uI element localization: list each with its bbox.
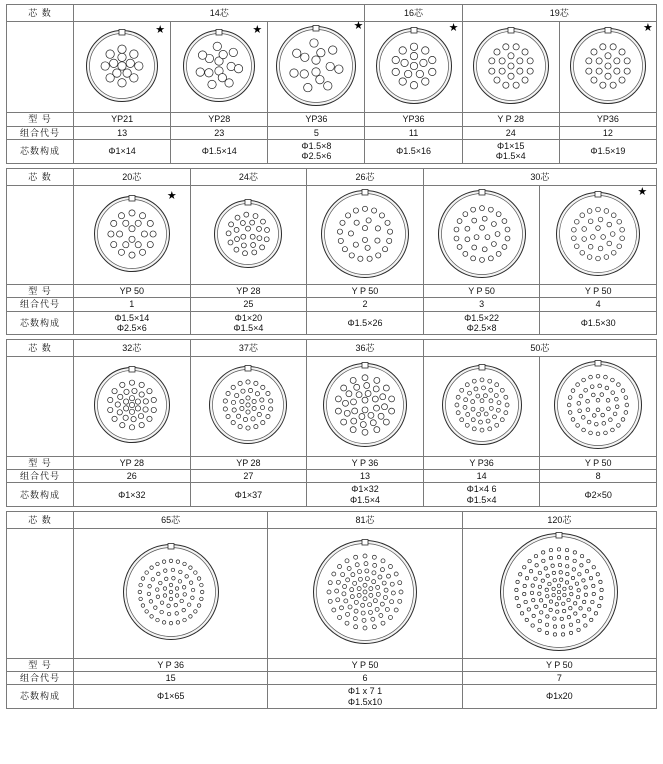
model-cell: YP 28 — [190, 456, 307, 469]
connector-figure-cell — [171, 22, 268, 113]
core-composition-cell: Φ1×20 Φ1.5×4 — [190, 311, 307, 335]
connector-pinout-diagram — [318, 187, 412, 281]
model-cell: Y P36 — [423, 456, 540, 469]
figure-row-spacer — [7, 22, 74, 113]
core-composition-cell: Φ1×14 — [74, 140, 171, 164]
row-header-core-count: 芯 数 — [7, 168, 74, 185]
group-header: 14芯 — [74, 5, 365, 22]
connector-figure-cell — [559, 22, 656, 113]
combo-code-cell: 24 — [462, 126, 559, 139]
connector-pinout-diagram — [470, 25, 552, 107]
group-header: 20芯 — [74, 168, 191, 185]
connector-figure-cell — [423, 185, 540, 284]
core-composition-cell: Φ1.5×14 — [171, 140, 268, 164]
figure-row-spacer — [7, 529, 74, 658]
connector-figure-cell — [307, 185, 424, 284]
group-header: 19芯 — [462, 5, 656, 22]
connector-pinout-diagram — [211, 197, 285, 271]
block-4 — [6, 511, 657, 709]
core-composition-cell: Φ2×50 — [540, 483, 657, 507]
combo-code-cell: 1 — [74, 298, 191, 311]
group-header: 26芯 — [307, 168, 424, 185]
star-icon: ★ — [252, 24, 263, 36]
core-composition-cell: Φ1×4 6 Φ1.5×4 — [423, 483, 540, 507]
connector-figure-cell — [307, 357, 424, 456]
row-header-core-composition: 芯数构成 — [7, 140, 74, 164]
combo-code-cell: 23 — [171, 126, 268, 139]
group-header: 120芯 — [462, 512, 656, 529]
core-composition-cell: Φ1×65 — [74, 685, 268, 709]
connector-figure-cell — [74, 357, 191, 456]
core-composition-cell: Φ1.5×26 — [307, 311, 424, 335]
connector-pinout-diagram — [180, 27, 258, 105]
connector-pinout-diagram — [91, 364, 173, 446]
block-1 — [6, 4, 657, 164]
row-header-core-count: 芯 数 — [7, 340, 74, 357]
model-cell: Y P 36 — [74, 658, 268, 671]
group-header: 50芯 — [423, 340, 656, 357]
combo-code-cell: 26 — [74, 470, 191, 483]
figure-row-spacer — [7, 185, 74, 284]
connector-figure-cell — [540, 185, 657, 284]
core-composition-cell: Φ1.5×30 — [540, 311, 657, 335]
combo-code-cell: 7 — [462, 671, 656, 684]
model-cell: Y P 50 — [307, 285, 424, 298]
core-composition-cell: Φ1×32 Φ1.5×4 — [307, 483, 424, 507]
star-icon: ★ — [643, 22, 653, 34]
group-header: 65芯 — [74, 512, 268, 529]
row-header-model: 型 号 — [7, 456, 74, 469]
row-header-core-composition: 芯数构成 — [7, 311, 74, 335]
connector-pinout-diagram — [310, 537, 420, 647]
connector-pinout-diagram — [435, 187, 529, 281]
model-cell: Y P 50 — [540, 456, 657, 469]
star-icon: ★ — [448, 22, 459, 34]
block-2 — [6, 168, 657, 336]
group-header: 24芯 — [190, 168, 307, 185]
connector-figure-cell — [74, 529, 268, 658]
connector-pinout-diagram — [439, 362, 525, 448]
combo-code-cell: 14 — [423, 470, 540, 483]
star-icon: ★ — [166, 189, 177, 202]
combo-code-cell: 27 — [190, 470, 307, 483]
row-header-model: 型 号 — [7, 285, 74, 298]
core-composition-cell: Φ1.5×8 Φ2.5×6 — [268, 140, 365, 164]
core-composition-cell: Φ1×15 Φ1.5×4 — [462, 140, 559, 164]
connector-figure-cell — [462, 22, 559, 113]
combo-code-cell: 4 — [540, 298, 657, 311]
connector-pinout-diagram — [120, 541, 222, 643]
row-header-combo-code: 组合代号 — [7, 298, 74, 311]
row-header-model: 型 号 — [7, 113, 74, 126]
connector-pinout-diagram — [567, 25, 649, 107]
connector-figure-cell — [74, 22, 171, 113]
combo-code-cell: 6 — [268, 671, 462, 684]
combo-code-cell: 25 — [190, 298, 307, 311]
connector-figure-cell — [423, 357, 540, 456]
core-composition-cell: Φ1.5×14 Φ2.5×6 — [74, 311, 191, 335]
core-composition-cell: Φ1.5×19 — [559, 140, 656, 164]
combo-code-cell: 11 — [365, 126, 462, 139]
row-header-core-count: 芯 数 — [7, 5, 74, 22]
model-cell: YP21 — [74, 113, 171, 126]
row-header-core-composition: 芯数构成 — [7, 483, 74, 507]
row-header-combo-code: 组合代号 — [7, 126, 74, 139]
connector-figure-cell — [365, 22, 462, 113]
combo-code-cell: 5 — [268, 126, 365, 139]
connector-pinout-diagram — [373, 25, 455, 107]
group-header: 37芯 — [190, 340, 307, 357]
group-header: 16芯 — [365, 5, 462, 22]
model-cell: Y P 50 — [423, 285, 540, 298]
core-composition-cell: Φ1×37 — [190, 483, 307, 507]
connector-pinout-diagram — [320, 360, 410, 450]
combo-code-cell: 8 — [540, 470, 657, 483]
connector-figure-cell — [74, 185, 191, 284]
connector-pinout-diagram — [83, 27, 161, 105]
core-composition-cell: Φ1x20 — [462, 685, 656, 709]
connector-pinout-diagram — [91, 193, 173, 275]
model-cell: Y P 50 — [462, 658, 656, 671]
figure-row-spacer — [7, 357, 74, 456]
star-icon: ★ — [155, 24, 166, 36]
block-3 — [6, 339, 657, 507]
model-cell: YP36 — [559, 113, 656, 126]
row-header-model: 型 号 — [7, 658, 74, 671]
connector-pinout-diagram — [273, 23, 359, 109]
model-cell: YP 28 — [74, 456, 191, 469]
model-cell: Y P 28 — [462, 113, 559, 126]
model-cell: YP 28 — [190, 285, 307, 298]
connector-pinout-diagram — [553, 189, 643, 279]
connector-figure-cell — [268, 22, 365, 113]
group-header: 32芯 — [74, 340, 191, 357]
core-composition-cell: Φ1.5×22 Φ2.5×8 — [423, 311, 540, 335]
core-composition-cell: Φ1.5×16 — [365, 140, 462, 164]
star-icon: ★ — [637, 185, 648, 198]
group-header: 36芯 — [307, 340, 424, 357]
row-header-core-composition: 芯数构成 — [7, 685, 74, 709]
combo-code-cell: 15 — [74, 671, 268, 684]
row-header-combo-code: 组合代号 — [7, 470, 74, 483]
combo-code-cell: 13 — [74, 126, 171, 139]
model-cell: YP 50 — [74, 285, 191, 298]
row-header-core-count: 芯 数 — [7, 512, 74, 529]
model-cell: YP36 — [365, 113, 462, 126]
connector-pinout-diagram — [497, 530, 621, 654]
model-cell: YP28 — [171, 113, 268, 126]
model-cell: Y P 50 — [540, 285, 657, 298]
model-cell: Y P 36 — [307, 456, 424, 469]
combo-code-cell: 3 — [423, 298, 540, 311]
model-cell: Y P 50 — [268, 658, 462, 671]
connector-figure-cell — [190, 185, 307, 284]
combo-code-cell: 12 — [559, 126, 656, 139]
connector-pinout-diagram — [206, 363, 290, 447]
core-composition-cell: Φ1 x 7 1 Φ1.5x10 — [268, 685, 462, 709]
connector-figure-cell — [190, 357, 307, 456]
connector-table-blocks — [6, 4, 657, 709]
group-header: 30芯 — [423, 168, 656, 185]
combo-code-cell: 13 — [307, 470, 424, 483]
combo-code-cell: 2 — [307, 298, 424, 311]
connector-figure-cell — [268, 529, 462, 658]
connector-figure-cell — [462, 529, 656, 658]
connector-pinout-diagram — [551, 358, 645, 452]
star-icon: ★ — [353, 20, 364, 32]
connector-figure-cell — [540, 357, 657, 456]
row-header-combo-code: 组合代号 — [7, 671, 74, 684]
core-composition-cell: Φ1×32 — [74, 483, 191, 507]
model-cell: YP36 — [268, 113, 365, 126]
group-header: 81芯 — [268, 512, 462, 529]
